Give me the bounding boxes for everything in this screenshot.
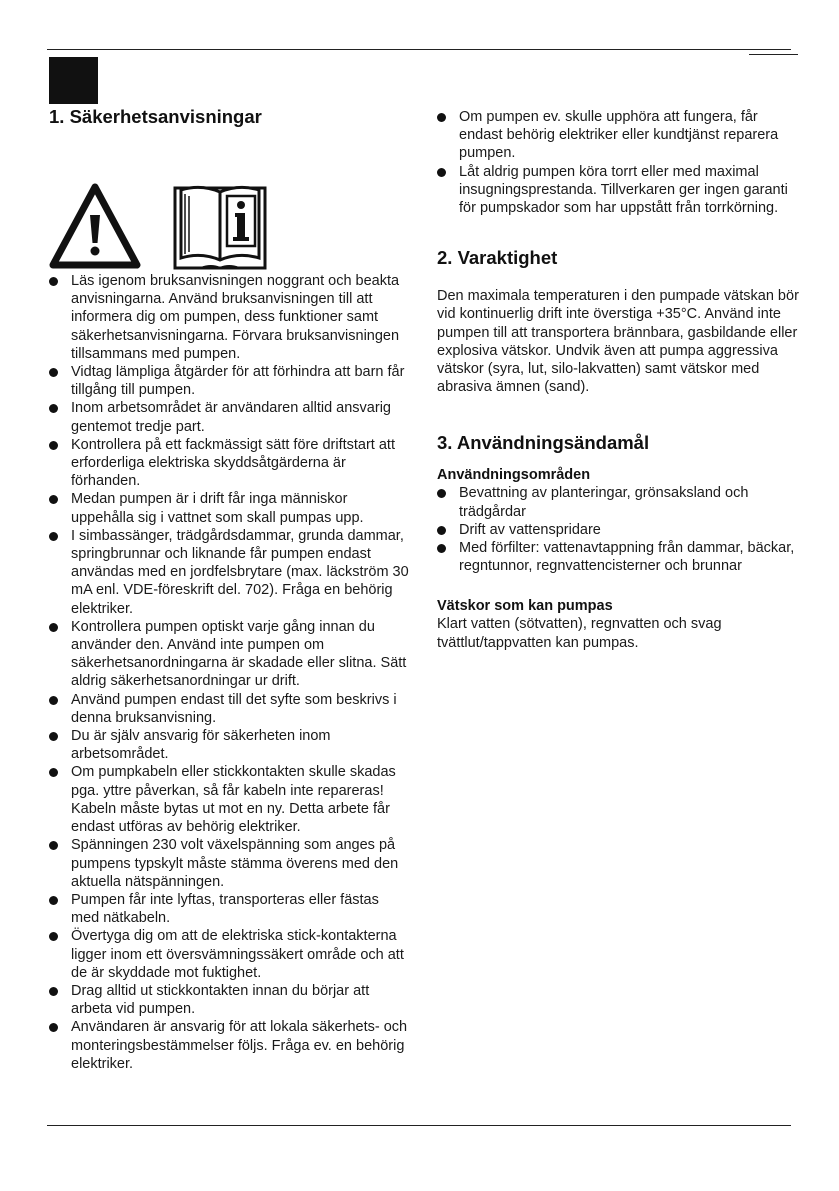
list-item: Om pumpkabeln eller stickkontakten skulle skadas pga. yttre påverkan, så får kabeln inte repareras! Kabeln måste bytas ut mot en ny. Detta arbete får endast utföras av behörig elektriker. <box>49 763 409 836</box>
list-item: Användaren är ansvarig för att lokala säkerhets- och monteringsbestämmelser följs. Fråga ev. en behörig elektriker. <box>49 1018 409 1073</box>
section2-paragraph: Den maximala temperaturen i den pumpade vätskan bör vid kontinuerlig drift inte överstiga +35°C. Använd inte pumpen till att transportera brännbara, gasbildande eller explosiva vätskor. Undvik även att pumpa aggressiva vätskor (syra, lut, silo-lakvatten) samt vätskor med abrasiva ämnen (sand). <box>437 288 799 396</box>
usage-bullet-list <box>437 484 802 575</box>
list-item: Spänningen 230 volt växelspänning som anges på pumpens typskylt måste stämma överens med den aktuella nätspänningen. <box>49 836 409 891</box>
list-item: Pumpen får inte lyftas, transporteras eller fästas med nätkabeln. <box>49 891 409 927</box>
safety-bullet-list <box>49 272 409 1073</box>
list-item: Inom arbetsområdet är användaren alltid ansvarig gentemot tredje part. <box>49 399 409 435</box>
usage-areas-subheading: Användningsområden <box>437 467 591 484</box>
list-item: I simbassänger, trädgårdsdammar, grunda dammar, springbrunnar och liknande får pumpen endast användas med en jordfelsbrytare (max. läckström 30 mA enl. VDE-föreskrift del. 702). Fråga en behörig elektriker. <box>49 527 409 618</box>
warning-triangle-icon <box>49 183 141 269</box>
list-item: Med förfilter: vattenavtappning från dammar, bäckar, regntunnor, regnvattencisterner och brunnar <box>437 539 802 575</box>
bullet-dot-icon <box>437 113 446 122</box>
footer-rule <box>47 1125 791 1126</box>
bullet-dot-icon <box>49 932 58 941</box>
bullet-dot-icon <box>49 623 58 632</box>
list-item: Drag alltid ut stickkontakten innan du börjar att arbeta vid pumpen. <box>49 982 409 1018</box>
list-item: Medan pumpen är i drift får inga människor uppehålla sig i vattnet som skall pumpas upp. <box>49 490 409 526</box>
pumpable-liquids-paragraph: Klart vatten (sötvatten), regnvatten och svag tvättlut/tappvatten kan pumpas. <box>437 616 722 651</box>
list-item: Låt aldrig pumpen köra torrt eller med maximal insugningsprestanda. Tillverkaren ger ingen garanti för pumpskador som har uppstått från torrkörning. <box>437 163 802 218</box>
list-item: Kontrollera på ett fackmässigt sätt före driftstart att erforderliga elektriska skyddsåtgärderna är förhanden. <box>49 436 409 491</box>
bullet-dot-icon <box>437 526 446 535</box>
bullet-dot-icon <box>49 277 58 286</box>
pumpable-liquids-subheading: Vätskor som kan pumpas <box>437 598 613 615</box>
bullet-dot-icon <box>49 987 58 996</box>
list-item: Drift av vattenspridare <box>437 521 802 539</box>
language-marker-block <box>49 57 98 104</box>
list-item: Läs igenom bruksanvisningen noggrant och beakta anvisningarna. Använd bruksanvisningen till att informera dig om pumpen, dess funktioner samt säkerhetsanvisningarna. Förvara bruksanvisningen tillsammans med pumpen. <box>49 272 409 363</box>
bullet-dot-icon <box>49 841 58 850</box>
bullet-dot-icon <box>49 441 58 450</box>
safety-bullet-list-continued <box>437 108 802 217</box>
list-item: Använd pumpen endast till det syfte som beskrivs i denna bruksanvisning. <box>49 691 409 727</box>
bullet-dot-icon <box>49 768 58 777</box>
bullet-dot-icon <box>437 489 446 498</box>
right-column <box>437 108 802 652</box>
bullet-dot-icon <box>437 544 446 553</box>
section3-heading: 3. Användningsändamål <box>437 432 650 454</box>
bullet-dot-icon <box>49 732 58 741</box>
left-column <box>49 106 409 1073</box>
list-item: Kontrollera pumpen optiskt varje gång innan du använder den. Använd inte pumpen om säkerhetsanordningarna är skadade eller slitna. Sätt aldrig säkerhetsanordningar ur drift. <box>49 618 409 691</box>
list-item: Bevattning av planteringar, grönsaksland och trädgårdar <box>437 484 802 520</box>
bullet-dot-icon <box>49 696 58 705</box>
safety-icons <box>49 128 409 272</box>
bullet-dot-icon <box>49 896 58 905</box>
section1-heading: 1. Säkerhetsanvisningar <box>49 106 262 127</box>
bullet-dot-icon <box>49 1023 58 1032</box>
bullet-dot-icon <box>49 495 58 504</box>
info-manual-icon <box>171 178 269 272</box>
list-item: Om pumpen ev. skulle upphöra att fungera, får endast behörig elektriker eller kundtjänst reparera pumpen. <box>437 108 802 163</box>
section2-heading: 2. Varaktighet <box>437 247 558 269</box>
bullet-dot-icon <box>437 168 446 177</box>
list-item: Övertyga dig om att de elektriska stick-kontakterna ligger inom ett översvämningssäkert område och att de är skyddade mot fuktighet. <box>49 927 409 982</box>
bullet-dot-icon <box>49 532 58 541</box>
list-item: Du är själv ansvarig för säkerheten inom arbetsområdet. <box>49 727 409 763</box>
header-rule-right <box>749 54 798 55</box>
bullet-dot-icon <box>49 404 58 413</box>
header-rule <box>47 49 791 50</box>
bullet-dot-icon <box>49 368 58 377</box>
list-item: Vidtag lämpliga åtgärder för att förhindra att barn får tillgång till pumpen. <box>49 363 409 399</box>
